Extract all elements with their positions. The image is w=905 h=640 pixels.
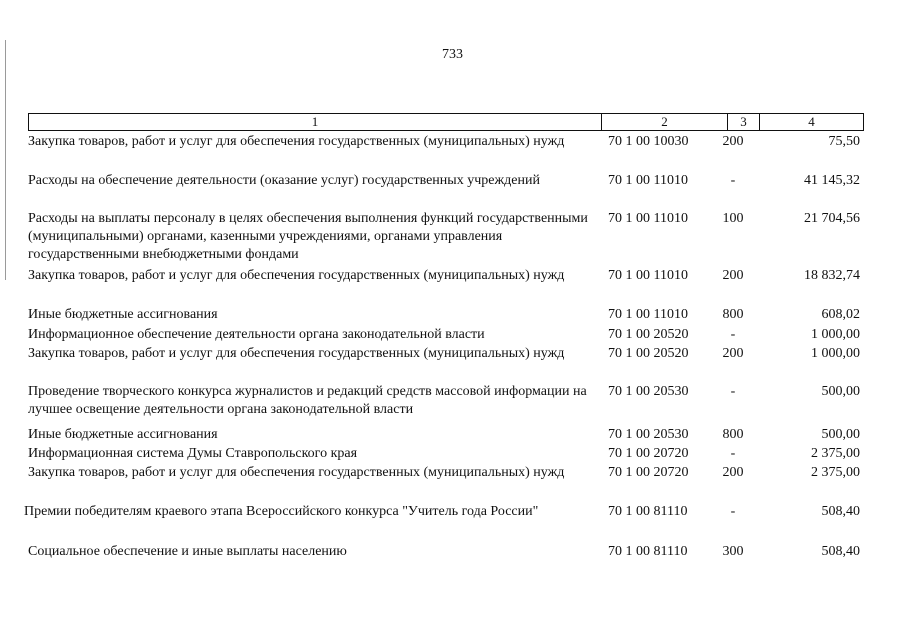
row-code: 70 1 00 20520	[608, 327, 689, 342]
page-number: 733	[442, 47, 463, 62]
row-name: Иные бюджетные ассигнования	[28, 427, 218, 442]
row-amount: 508,40	[821, 544, 860, 559]
row-amount: 2 375,00	[811, 465, 860, 480]
row-amount: 75,50	[828, 134, 860, 149]
row-type: -	[730, 384, 736, 399]
row-code: 70 1 00 11010	[608, 211, 688, 226]
row-name: Закупка товаров, работ и услуг для обеспечения государственных (муниципальных) нужд	[28, 134, 565, 149]
row-type: 300	[722, 544, 744, 559]
row-type: 200	[722, 134, 744, 149]
row-name: Проведение творческого конкурса журналистов и редакций средств массовой информации на лучшее освещение деятельности органа законодательной власти	[28, 384, 587, 417]
row-code: 70 1 00 81110	[608, 544, 688, 559]
row-name: Закупка товаров, работ и услуг для обеспечения государственных (муниципальных) нужд	[28, 268, 565, 283]
row-code: 70 1 00 11010	[608, 173, 688, 188]
row-amount: 41 145,32	[804, 173, 860, 188]
row-type: -	[730, 504, 736, 519]
header-col-2: 2	[661, 114, 668, 129]
row-name: Закупка товаров, работ и услуг для обеспечения государственных (муниципальных) нужд	[28, 465, 565, 480]
row-code: 70 1 00 20720	[608, 465, 689, 480]
row-type: -	[730, 327, 736, 342]
row-type: 800	[722, 427, 744, 442]
header-col-4: 4	[808, 114, 815, 129]
row-amount: 508,40	[821, 504, 860, 519]
page-edge-rule	[5, 40, 6, 280]
row-amount: 1 000,00	[811, 327, 860, 342]
row-name: Закупка товаров, работ и услуг для обеспечения государственных (муниципальных) нужд	[28, 346, 565, 361]
row-type: 200	[722, 465, 744, 480]
table-header	[28, 113, 864, 131]
row-code: 70 1 00 10030	[608, 134, 689, 149]
row-name: Информационное обеспечение деятельности органа законодательной власти	[28, 327, 485, 342]
row-name: Премии победителям краевого этапа Всероссийского конкурса "Учитель года России"	[24, 504, 539, 519]
row-amount: 500,00	[821, 427, 860, 442]
row-code: 70 1 00 81110	[608, 504, 688, 519]
row-type: 200	[722, 346, 744, 361]
header-col-1: 1	[311, 114, 319, 129]
row-amount: 2 375,00	[811, 446, 860, 461]
row-code: 70 1 00 20520	[608, 346, 689, 361]
budget-table	[24, 113, 864, 559]
row-code: 70 1 00 11010	[608, 268, 688, 283]
row-amount: 21 704,56	[804, 211, 860, 226]
row-code: 70 1 00 20530	[608, 427, 689, 442]
row-name: Социальное обеспечение и иные выплаты населению	[28, 544, 347, 559]
row-amount: 500,00	[821, 384, 860, 399]
row-type: 800	[722, 307, 744, 322]
row-amount: 1 000,00	[811, 346, 860, 361]
row-amount: 608,02	[821, 307, 860, 322]
row-amount: 18 832,74	[804, 268, 860, 283]
row-type: -	[730, 173, 736, 188]
row-code: 70 1 00 20720	[608, 446, 689, 461]
row-name: Иные бюджетные ассигнования	[28, 307, 218, 322]
row-name: Расходы на обеспечение деятельности (оказание услуг) государственных учреждений	[28, 173, 540, 188]
row-name: Расходы на выплаты персоналу в целях обеспечения выполнения функций государственными (муниципальными) органами, казенными учреждениями, органами управления государственными внебюджетными фондами	[28, 211, 588, 262]
header-col-3: 3	[740, 114, 747, 129]
row-type: 200	[722, 268, 744, 283]
row-type: -	[730, 446, 736, 461]
row-type: 100	[722, 211, 744, 226]
row-code: 70 1 00 20530	[608, 384, 689, 399]
row-name: Информационная система Думы Ставропольского края	[28, 446, 358, 461]
row-code: 70 1 00 11010	[608, 307, 688, 322]
